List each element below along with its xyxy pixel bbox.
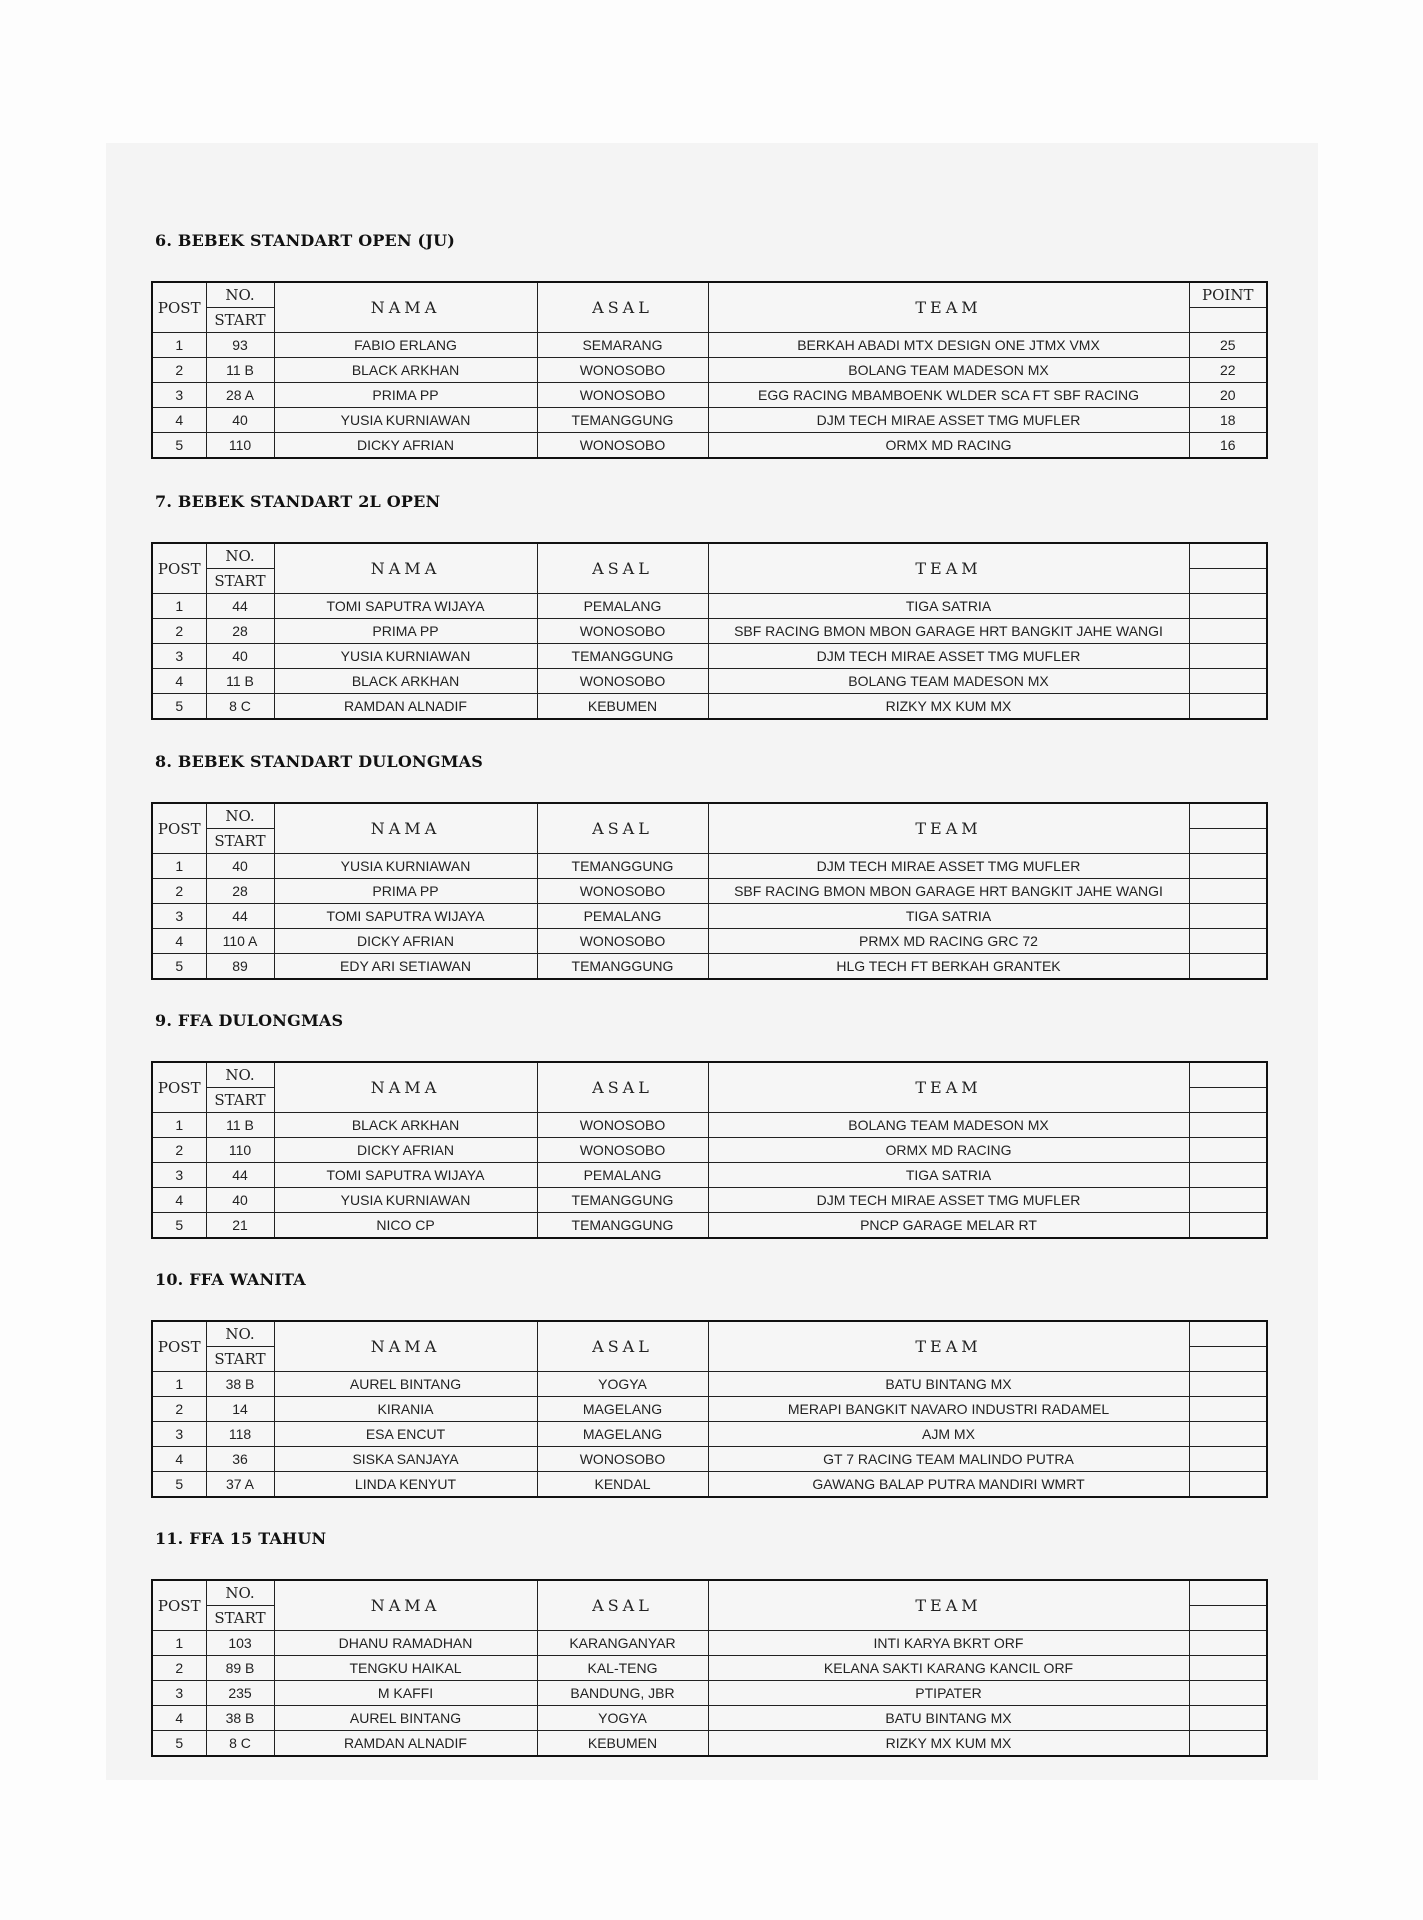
cell-nama: TOMI SAPUTRA WIJAYA [274,1163,537,1188]
cell-asal: TEMANGGUNG [537,644,708,669]
cell-team: DJM TECH MIRAE ASSET TMG MUFLER [708,1188,1189,1213]
cell-asal: MAGELANG [537,1397,708,1422]
table-row [152,594,1267,619]
cell-post: 4 [152,669,206,694]
cell-post: 5 [152,954,206,980]
cell-post: 3 [152,1163,206,1188]
header-nama: NAMA [274,282,537,333]
cell-asal: PEMALANG [537,1163,708,1188]
header-point-blank [1189,569,1267,594]
cell-asal: TEMANGGUNG [537,954,708,980]
header-no: NO. [206,803,274,829]
cell-asal: WONOSOBO [537,1113,708,1138]
cell-nama: TOMI SAPUTRA WIJAYA [274,594,537,619]
cell-nama: AUREL BINTANG [274,1706,537,1731]
cell-nama: NICO CP [274,1213,537,1239]
results-table [151,1579,1268,1757]
cell-team: BATU BINTANG MX [708,1706,1189,1731]
cell-no: 110 A [206,929,274,954]
cell-no: 11 B [206,358,274,383]
cell-point [1189,929,1267,954]
cell-point: 22 [1189,358,1267,383]
header-team: TEAM [708,803,1189,854]
cell-no: 40 [206,408,274,433]
cell-no: 44 [206,904,274,929]
header-nama: NAMA [274,1062,537,1113]
cell-no: 110 [206,1138,274,1163]
cell-point [1189,854,1267,879]
cell-asal: BANDUNG, JBR [537,1681,708,1706]
cell-team: MERAPI BANGKIT NAVARO INDUSTRI RADAMEL [708,1397,1189,1422]
header-post: POST [152,282,206,333]
cell-no: 36 [206,1447,274,1472]
header-no: NO. [206,1580,274,1606]
cell-post: 3 [152,904,206,929]
cell-post: 5 [152,1213,206,1239]
results-table [151,802,1268,980]
cell-asal: MAGELANG [537,1422,708,1447]
cell-nama: M KAFFI [274,1681,537,1706]
table-row [152,1188,1267,1213]
table-row [152,854,1267,879]
cell-nama: KIRANIA [274,1397,537,1422]
cell-team: DJM TECH MIRAE ASSET TMG MUFLER [708,644,1189,669]
cell-point [1189,1113,1267,1138]
header-point-blank [1189,1606,1267,1631]
results-table [151,542,1268,720]
cell-asal: KEBUMEN [537,694,708,720]
table-header-row [152,543,1267,569]
header-team: TEAM [708,1062,1189,1113]
header-start: START [206,1088,274,1113]
cell-team: BOLANG TEAM MADESON MX [708,669,1189,694]
cell-nama: TOMI SAPUTRA WIJAYA [274,904,537,929]
cell-nama: RAMDAN ALNADIF [274,694,537,720]
header-team: TEAM [708,543,1189,594]
cell-point [1189,1631,1267,1656]
cell-team: TIGA SATRIA [708,1163,1189,1188]
table-row [152,1731,1267,1757]
cell-team: RIZKY MX KUM MX [708,1731,1189,1757]
header-no: NO. [206,282,274,308]
cell-team: ORMX MD RACING [708,1138,1189,1163]
header-point-blank [1189,1088,1267,1113]
cell-nama: YUSIA KURNIAWAN [274,408,537,433]
cell-post: 2 [152,358,206,383]
cell-no: 8 C [206,694,274,720]
cell-asal: KARANGANYAR [537,1631,708,1656]
cell-team: BOLANG TEAM MADESON MX [708,1113,1189,1138]
table-row [152,644,1267,669]
cell-asal: TEMANGGUNG [537,854,708,879]
cell-post: 1 [152,1372,206,1397]
cell-point [1189,1422,1267,1447]
table-row [152,1397,1267,1422]
cell-asal: WONOSOBO [537,358,708,383]
cell-point: 25 [1189,333,1267,358]
cell-nama: AUREL BINTANG [274,1372,537,1397]
header-asal: ASAL [537,282,708,333]
cell-team: PRMX MD RACING GRC 72 [708,929,1189,954]
header-start: START [206,829,274,854]
cell-nama: PRIMA PP [274,383,537,408]
cell-point: 20 [1189,383,1267,408]
header-post: POST [152,1062,206,1113]
cell-no: 103 [206,1631,274,1656]
cell-no: 11 B [206,1113,274,1138]
cell-nama: PRIMA PP [274,619,537,644]
table-header-row [152,1062,1267,1088]
results-table [151,1320,1268,1498]
header-post: POST [152,1321,206,1372]
header-asal: ASAL [537,803,708,854]
cell-no: 28 [206,879,274,904]
cell-point [1189,1397,1267,1422]
header-no: NO. [206,1062,274,1088]
cell-nama: YUSIA KURNIAWAN [274,644,537,669]
cell-point: 16 [1189,433,1267,459]
cell-no: 38 B [206,1372,274,1397]
header-point-blank [1189,308,1267,333]
cell-asal: WONOSOBO [537,929,708,954]
cell-asal: WONOSOBO [537,1447,708,1472]
cell-asal: PEMALANG [537,594,708,619]
cell-post: 4 [152,929,206,954]
cell-point [1189,1681,1267,1706]
cell-point [1189,594,1267,619]
cell-asal: WONOSOBO [537,669,708,694]
table-row [152,694,1267,720]
table-row [152,1631,1267,1656]
table-row [152,669,1267,694]
cell-nama: RAMDAN ALNADIF [274,1731,537,1757]
header-nama: NAMA [274,1580,537,1631]
cell-asal: SEMARANG [537,333,708,358]
race-section [151,1270,1268,1498]
table-row [152,333,1267,358]
cell-post: 3 [152,1422,206,1447]
section-title: 7. BEBEK STANDART 2L OPEN [155,492,441,511]
header-nama: NAMA [274,543,537,594]
cell-asal: WONOSOBO [537,879,708,904]
header-no: NO. [206,543,274,569]
table-row [152,904,1267,929]
cell-nama: FABIO ERLANG [274,333,537,358]
cell-no: 14 [206,1397,274,1422]
table-row [152,383,1267,408]
cell-post: 2 [152,879,206,904]
section-title: 11. FFA 15 TAHUN [155,1529,327,1548]
cell-post: 4 [152,408,206,433]
cell-team: TIGA SATRIA [708,594,1189,619]
cell-team: GT 7 RACING TEAM MALINDO PUTRA [708,1447,1189,1472]
cell-no: 110 [206,433,274,459]
cell-point [1189,1656,1267,1681]
cell-nama: SISKA SANJAYA [274,1447,537,1472]
header-team: TEAM [708,282,1189,333]
cell-point [1189,1163,1267,1188]
cell-point [1189,1447,1267,1472]
cell-no: 93 [206,333,274,358]
section-title: 6. BEBEK STANDART OPEN (JU) [155,231,456,250]
cell-no: 28 [206,619,274,644]
cell-no: 8 C [206,1731,274,1757]
cell-no: 11 B [206,669,274,694]
results-table [151,1061,1268,1239]
section-title: 10. FFA WANITA [155,1270,306,1289]
cell-post: 5 [152,1731,206,1757]
cell-asal: TEMANGGUNG [537,1188,708,1213]
section-title: 9. FFA DULONGMAS [155,1011,344,1030]
table-row [152,1472,1267,1498]
cell-point [1189,1138,1267,1163]
cell-nama: BLACK ARKHAN [274,358,537,383]
cell-post: 4 [152,1706,206,1731]
cell-asal: WONOSOBO [537,619,708,644]
cell-post: 5 [152,694,206,720]
cell-asal: KENDAL [537,1472,708,1498]
header-point [1189,803,1267,829]
table-header-row [152,1580,1267,1606]
cell-no: 38 B [206,1706,274,1731]
table-row [152,619,1267,644]
cell-no: 28 A [206,383,274,408]
header-point [1189,543,1267,569]
cell-nama: ESA ENCUT [274,1422,537,1447]
cell-post: 1 [152,594,206,619]
race-section [151,1529,1268,1757]
cell-team: BERKAH ABADI MTX DESIGN ONE JTMX VMX [708,333,1189,358]
cell-post: 1 [152,1631,206,1656]
cell-asal: YOGYA [537,1706,708,1731]
cell-asal: PEMALANG [537,904,708,929]
cell-team: HLG TECH FT BERKAH GRANTEK [708,954,1189,980]
cell-no: 37 A [206,1472,274,1498]
cell-nama: YUSIA KURNIAWAN [274,854,537,879]
table-row [152,929,1267,954]
cell-nama: BLACK ARKHAN [274,1113,537,1138]
cell-point [1189,669,1267,694]
header-nama: NAMA [274,1321,537,1372]
section-title: 8. BEBEK STANDART DULONGMAS [155,752,483,771]
cell-nama: DICKY AFRIAN [274,929,537,954]
race-section [151,752,1268,980]
cell-nama: YUSIA KURNIAWAN [274,1188,537,1213]
table-row [152,1213,1267,1239]
cell-team: PTIPATER [708,1681,1189,1706]
cell-point [1189,1706,1267,1731]
cell-point [1189,1213,1267,1239]
table-row [152,1138,1267,1163]
cell-nama: DICKY AFRIAN [274,433,537,459]
cell-team: SBF RACING BMON MBON GARAGE HRT BANGKIT JAHE WANGI [708,619,1189,644]
table-row [152,1113,1267,1138]
cell-point [1189,879,1267,904]
table-header-row [152,803,1267,829]
header-point-blank [1189,829,1267,854]
header-point [1189,1321,1267,1347]
cell-point [1189,1188,1267,1213]
cell-point [1189,904,1267,929]
cell-nama: TENGKU HAIKAL [274,1656,537,1681]
cell-point [1189,1372,1267,1397]
cell-no: 40 [206,854,274,879]
table-row [152,1706,1267,1731]
header-team: TEAM [708,1321,1189,1372]
header-start: START [206,308,274,333]
table-row [152,1422,1267,1447]
cell-point [1189,694,1267,720]
cell-no: 21 [206,1213,274,1239]
results-table [151,281,1268,459]
cell-nama: DHANU RAMADHAN [274,1631,537,1656]
cell-team: BOLANG TEAM MADESON MX [708,358,1189,383]
cell-no: 89 [206,954,274,980]
cell-no: 44 [206,1163,274,1188]
cell-team: INTI KARYA BKRT ORF [708,1631,1189,1656]
cell-post: 4 [152,1188,206,1213]
cell-team: DJM TECH MIRAE ASSET TMG MUFLER [708,854,1189,879]
header-start: START [206,1347,274,1372]
cell-asal: TEMANGGUNG [537,1213,708,1239]
cell-post: 5 [152,1472,206,1498]
cell-nama: DICKY AFRIAN [274,1138,537,1163]
cell-team: TIGA SATRIA [708,904,1189,929]
table-row [152,433,1267,459]
cell-nama: EDY ARI SETIAWAN [274,954,537,980]
table-row [152,408,1267,433]
header-point-blank [1189,1347,1267,1372]
cell-no: 40 [206,1188,274,1213]
cell-team: GAWANG BALAP PUTRA MANDIRI WMRT [708,1472,1189,1498]
header-point [1189,1062,1267,1088]
cell-post: 1 [152,854,206,879]
cell-post: 3 [152,383,206,408]
results-sheet [106,143,1318,1780]
header-start: START [206,1606,274,1631]
cell-point [1189,1472,1267,1498]
cell-post: 3 [152,1681,206,1706]
race-section [151,1011,1268,1239]
cell-post: 2 [152,1397,206,1422]
cell-team: KELANA SAKTI KARANG KANCIL ORF [708,1656,1189,1681]
cell-point: 18 [1189,408,1267,433]
header-nama: NAMA [274,803,537,854]
header-asal: ASAL [537,1580,708,1631]
header-start: START [206,569,274,594]
header-no: NO. [206,1321,274,1347]
table-row [152,879,1267,904]
header-asal: ASAL [537,543,708,594]
cell-asal: YOGYA [537,1372,708,1397]
cell-asal: WONOSOBO [537,1138,708,1163]
header-asal: ASAL [537,1321,708,1372]
cell-no: 44 [206,594,274,619]
header-point: POINT [1189,282,1267,308]
cell-no: 89 B [206,1656,274,1681]
cell-nama: LINDA KENYUT [274,1472,537,1498]
cell-post: 1 [152,333,206,358]
cell-asal: KEBUMEN [537,1731,708,1757]
table-header-row [152,1321,1267,1347]
header-team: TEAM [708,1580,1189,1631]
race-section [151,231,1268,459]
header-asal: ASAL [537,1062,708,1113]
cell-post: 4 [152,1447,206,1472]
cell-no: 235 [206,1681,274,1706]
header-post: POST [152,1580,206,1631]
cell-nama: BLACK ARKHAN [274,669,537,694]
cell-team: EGG RACING MBAMBOENK WLDER SCA FT SBF RACING [708,383,1189,408]
cell-asal: WONOSOBO [537,433,708,459]
table-row [152,1447,1267,1472]
cell-point [1189,619,1267,644]
cell-no: 40 [206,644,274,669]
cell-asal: WONOSOBO [537,383,708,408]
cell-post: 3 [152,644,206,669]
cell-point [1189,1731,1267,1757]
cell-team: AJM MX [708,1422,1189,1447]
cell-team: PNCP GARAGE MELAR RT [708,1213,1189,1239]
cell-point [1189,644,1267,669]
cell-post: 2 [152,619,206,644]
cell-team: RIZKY MX KUM MX [708,694,1189,720]
cell-team: DJM TECH MIRAE ASSET TMG MUFLER [708,408,1189,433]
header-point [1189,1580,1267,1606]
cell-post: 1 [152,1113,206,1138]
header-post: POST [152,803,206,854]
table-row [152,1372,1267,1397]
race-section [151,492,1268,720]
header-post: POST [152,543,206,594]
cell-team: SBF RACING BMON MBON GARAGE HRT BANGKIT JAHE WANGI [708,879,1189,904]
cell-team: ORMX MD RACING [708,433,1189,459]
cell-asal: TEMANGGUNG [537,408,708,433]
cell-post: 2 [152,1656,206,1681]
cell-team: BATU BINTANG MX [708,1372,1189,1397]
cell-no: 118 [206,1422,274,1447]
table-row [152,1656,1267,1681]
table-row [152,358,1267,383]
table-row [152,1681,1267,1706]
table-row [152,1163,1267,1188]
table-row [152,954,1267,980]
cell-post: 5 [152,433,206,459]
cell-point [1189,954,1267,980]
cell-post: 2 [152,1138,206,1163]
table-header-row [152,282,1267,308]
cell-nama: PRIMA PP [274,879,537,904]
cell-asal: KAL-TENG [537,1656,708,1681]
